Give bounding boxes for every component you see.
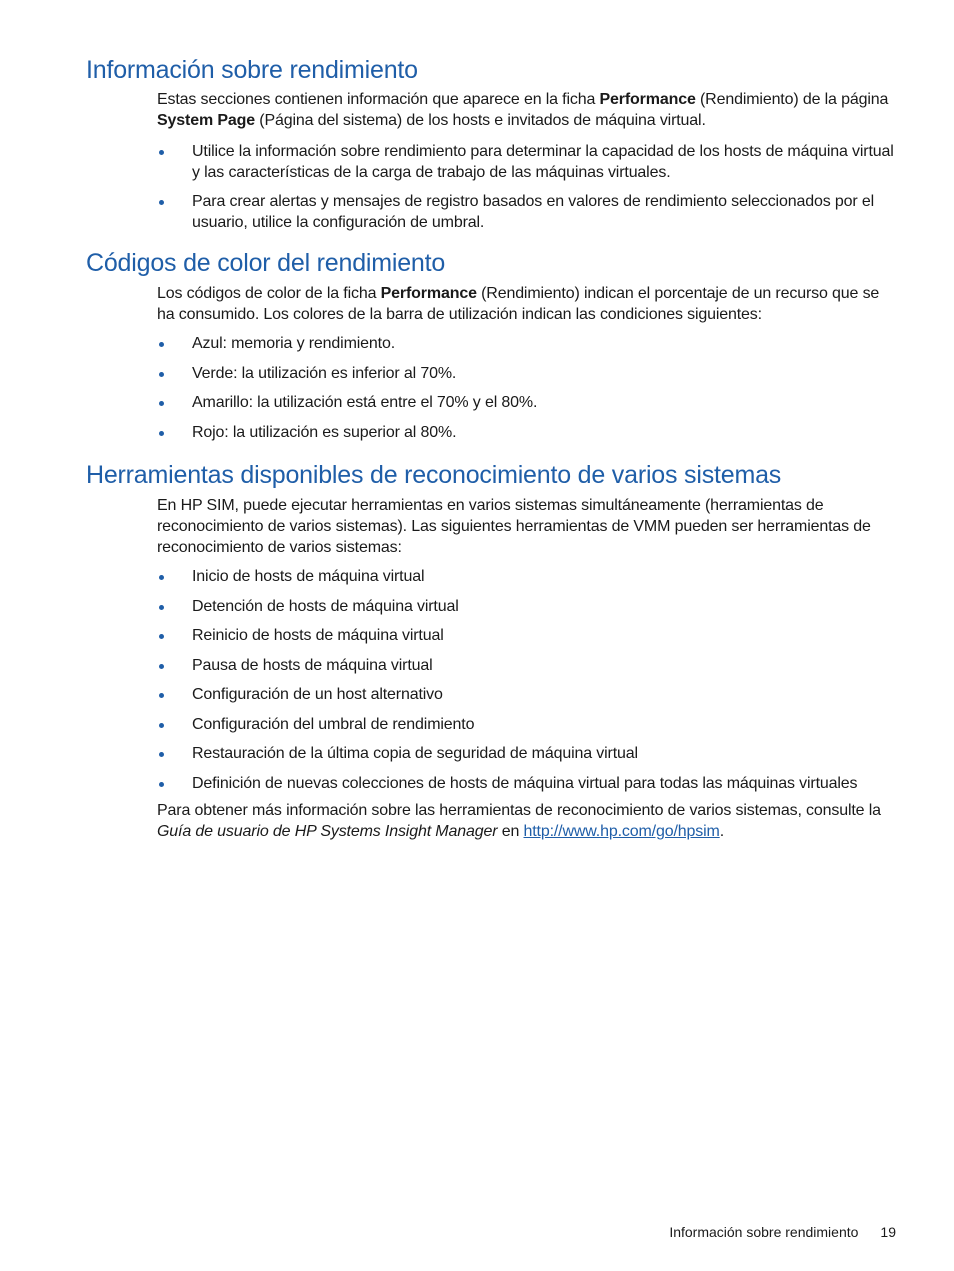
section-intro-codigos-color — [157, 283, 899, 325]
bullet-icon — [159, 342, 164, 347]
bold-performance: Performance — [599, 91, 696, 108]
section-heading-herramientas: Herramientas disponibles de reconocimiento de varios sistemas — [86, 461, 782, 489]
list-item-text: Restauración de la última copia de seguridad de máquina virtual — [192, 745, 638, 762]
bullet-icon — [159, 752, 164, 757]
list-item-text: Configuración de un host alternativo — [192, 686, 443, 703]
bullet-icon — [159, 575, 164, 580]
list-item — [157, 596, 899, 617]
bold-performance: Performance — [380, 285, 477, 302]
list-item — [157, 743, 899, 764]
bullet-list-colores — [157, 333, 899, 443]
list-item — [157, 684, 899, 705]
list-item — [157, 141, 899, 183]
list-item-text: Pausa de hosts de máquina virtual — [192, 656, 433, 674]
bullet-icon — [159, 150, 164, 155]
list-item-text: Amarillo: la utilización está entre el 70% y el 80%. — [192, 394, 538, 411]
page-footer — [669, 1223, 896, 1241]
section-heading-codigos-color: Códigos de color del rendimiento — [86, 249, 446, 277]
list-item — [157, 566, 899, 587]
intro-text: Estas secciones contienen información que aparece en la ficha — [157, 91, 600, 108]
intro-text: (Rendimiento) indican el porcentaje de un recurso que se ha consumido. Los colores de la barra de utilización indican las condiciones siguientes: — [157, 285, 880, 323]
bullet-icon — [159, 431, 164, 436]
list-item-text: Inicio de hosts de máquina virtual — [192, 568, 425, 585]
list-item-text: Utilice la información sobre rendimiento para determinar la capacidad de los hosts de máquina virtual y las características de la carga de trabajo de las máquinas virtuales. — [192, 143, 894, 181]
list-item — [157, 655, 899, 676]
list-item-text: Definición de nuevas colecciones de hosts de máquina virtual para todas las máquinas virtuales — [192, 774, 858, 792]
list-item-text: Detención de hosts de máquina virtual — [192, 597, 459, 615]
list-item-text: Para crear alertas y mensajes de registro basados en valores de rendimiento seleccionados por el usuario, utilice la configuración de umbral. — [192, 193, 874, 231]
list-item-text: Verde: la utilización es inferior al 70%. — [192, 364, 457, 382]
footer-label: Información sobre rendimiento — [669, 1224, 859, 1240]
page-number: 19 — [880, 1224, 896, 1240]
bullet-icon — [159, 401, 164, 406]
list-item-text: Configuración del umbral de rendimiento — [192, 715, 475, 733]
section-heading-rendimiento: Información sobre rendimiento — [86, 56, 418, 84]
bullet-list-rendimiento — [157, 141, 899, 233]
list-item-text: Rojo: la utilización es superior al 80%. — [192, 423, 457, 441]
list-item — [157, 422, 899, 443]
bullet-list-herramientas — [157, 566, 899, 794]
section-intro-rendimiento — [157, 89, 899, 131]
list-item — [157, 333, 899, 354]
list-item — [157, 714, 899, 735]
guide-title: Guía de usuario de HP Systems Insight Manager — [157, 823, 498, 840]
intro-text: Los códigos de color de la ficha — [157, 285, 381, 302]
section-intro-herramientas: En HP SIM, puede ejecutar herramientas en varios sistemas simultáneamente (herramientas de reconocimiento de varios sistemas). Las siguientes herramientas de VMM pueden ser herramientas de reconocimiento de varios sistemas: — [157, 497, 871, 556]
list-item — [157, 363, 899, 384]
bullet-icon — [159, 634, 164, 639]
closing-paragraph — [157, 800, 899, 842]
bold-system-page: System Page — [157, 112, 255, 129]
bullet-icon — [159, 200, 164, 205]
intro-text: (Página del sistema) de los hosts e invitados de máquina virtual. — [254, 112, 706, 129]
list-item-text: Reinicio de hosts de máquina virtual — [192, 627, 444, 644]
bullet-icon — [159, 723, 164, 728]
closing-text: . — [719, 823, 724, 840]
list-item — [157, 773, 899, 794]
list-item — [157, 625, 899, 646]
intro-text: (Rendimiento) de la página — [695, 91, 889, 108]
bullet-icon — [159, 605, 164, 610]
bullet-icon — [159, 693, 164, 698]
hpsim-link[interactable]: http://www.hp.com/go/hpsim — [523, 823, 720, 840]
bullet-icon — [159, 782, 164, 787]
closing-text: en — [497, 823, 524, 840]
list-item-text: Azul: memoria y rendimiento. — [192, 335, 395, 352]
list-item — [157, 191, 899, 233]
bullet-icon — [159, 664, 164, 669]
closing-text: Para obtener más información sobre las herramientas de reconocimiento de varios sistemas, consulte la — [157, 802, 881, 819]
list-item — [157, 392, 899, 413]
bullet-icon — [159, 372, 164, 377]
